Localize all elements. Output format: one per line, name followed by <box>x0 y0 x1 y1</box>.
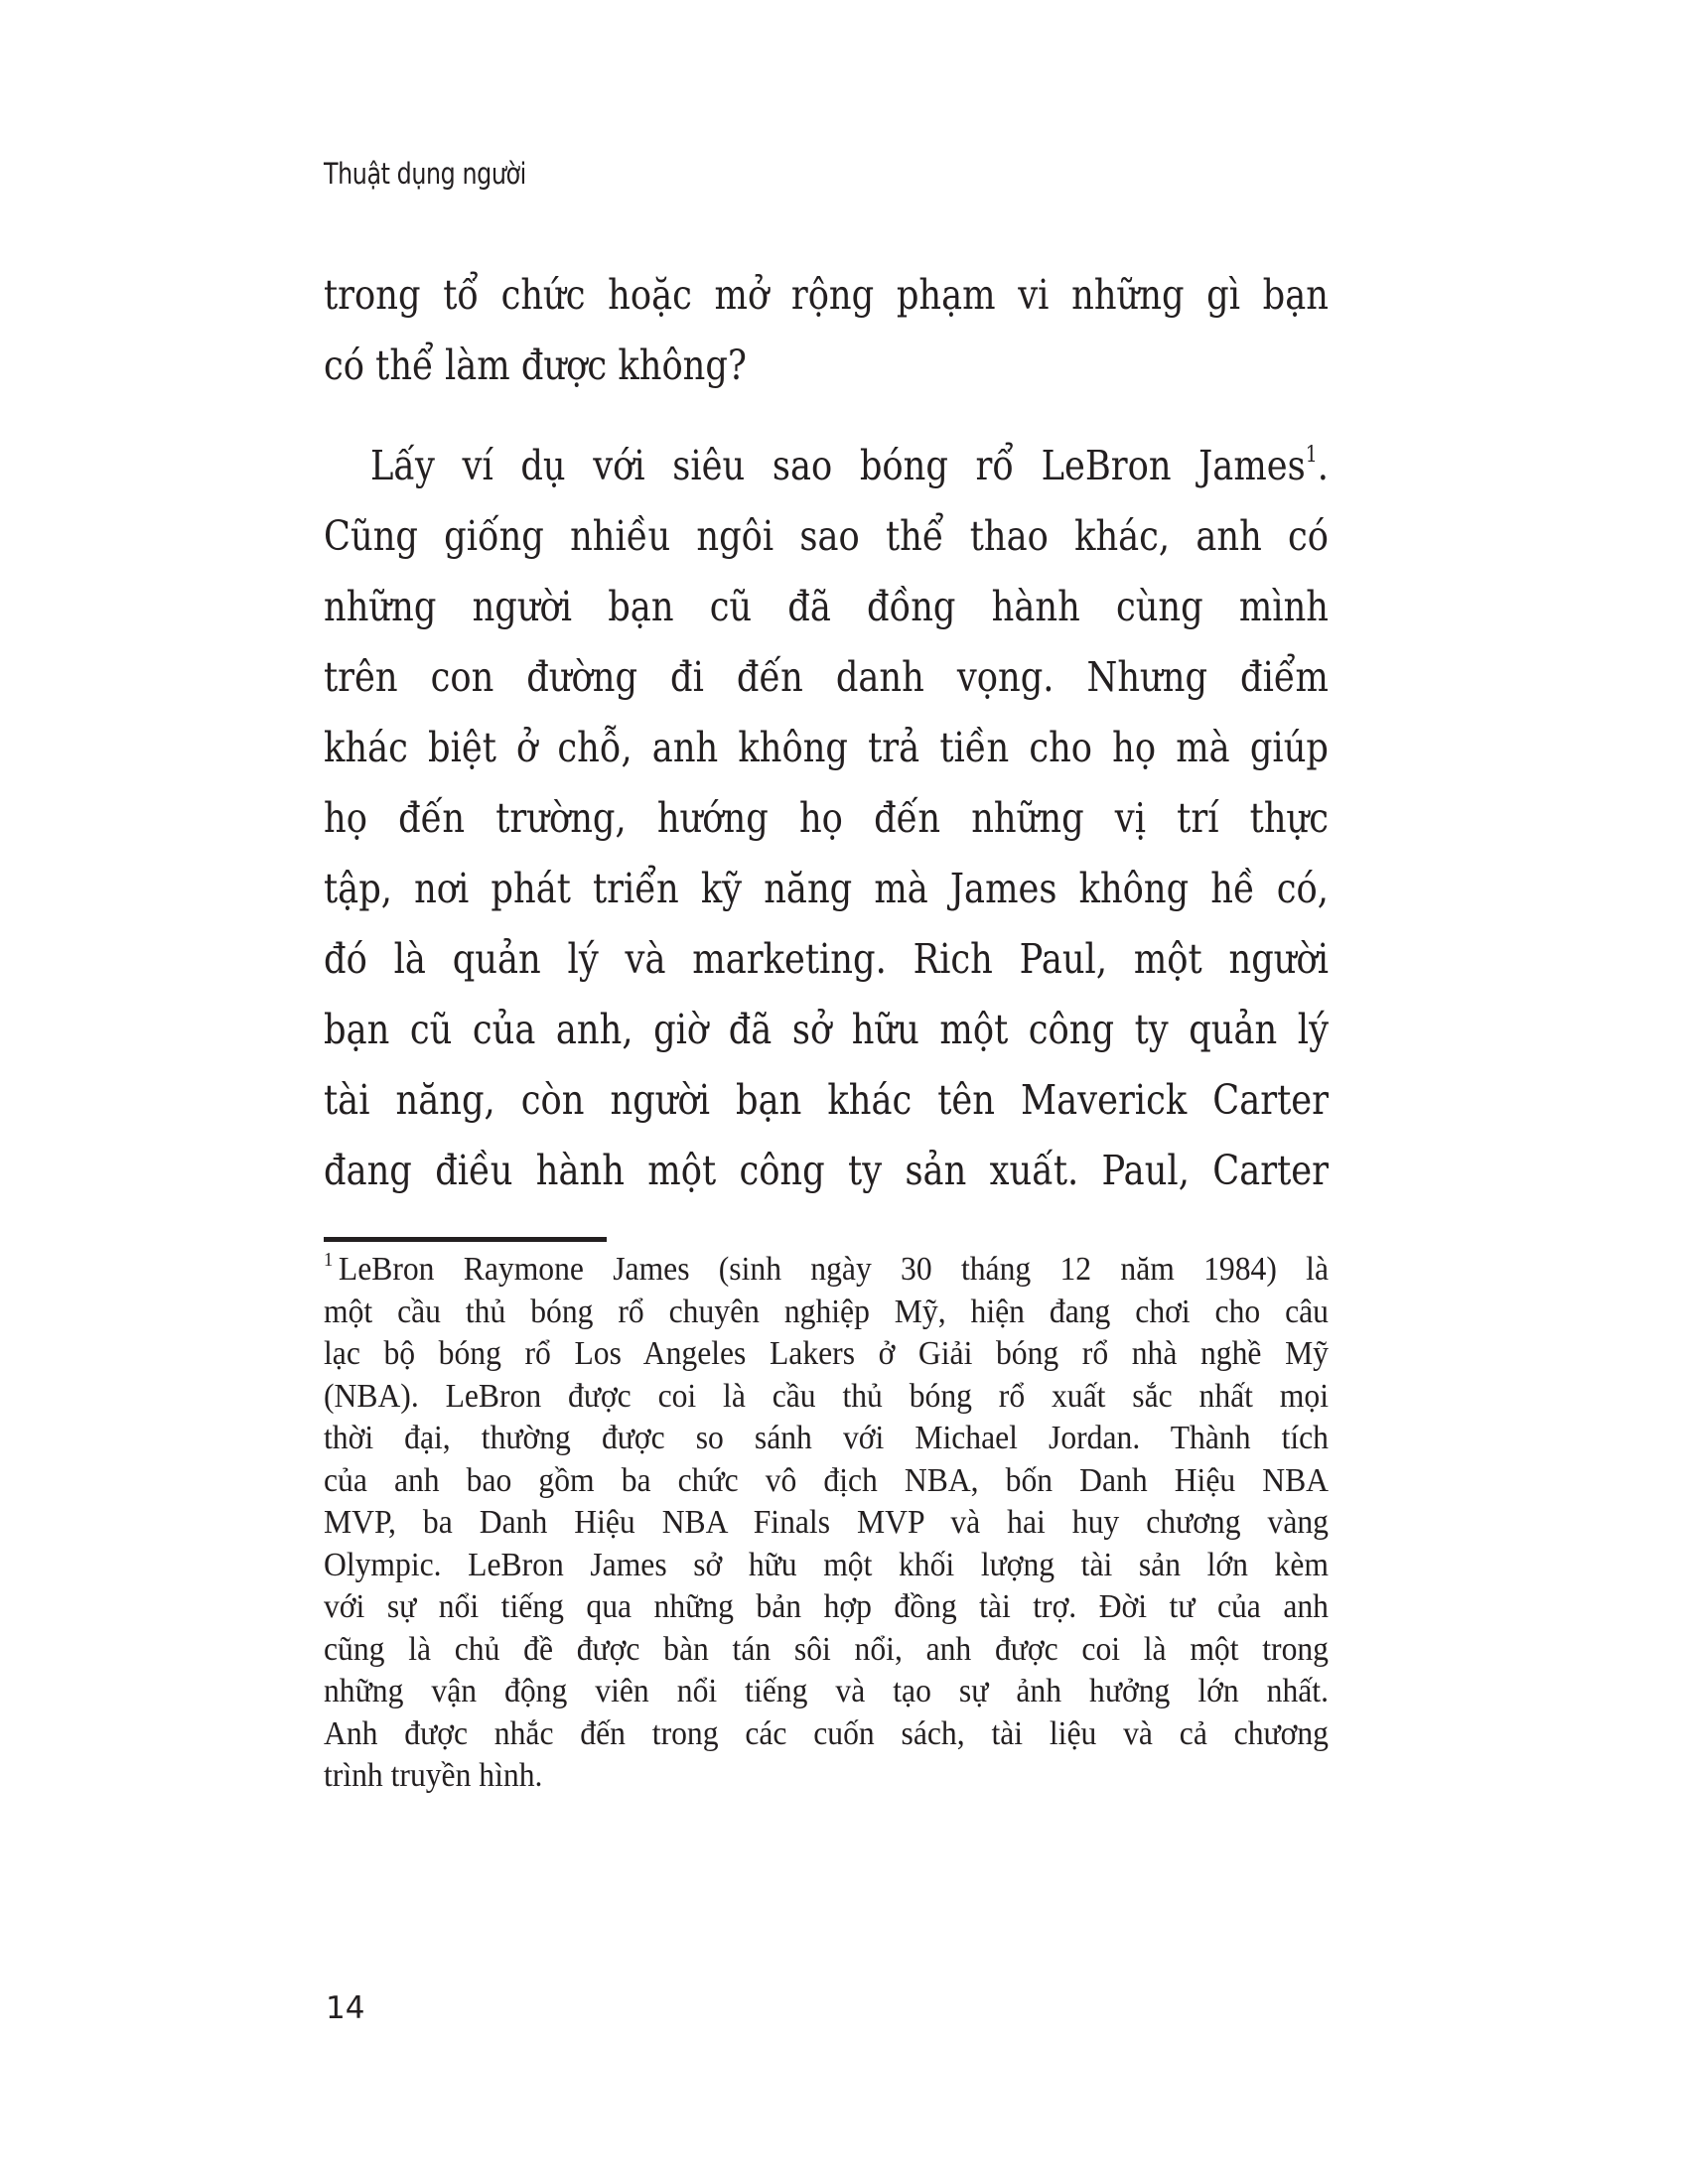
footnote-reference[interactable]: 1 <box>1305 443 1318 468</box>
body-line: khác biệt ở chỗ, anh không trả tiền cho họ mà giúp <box>324 724 1329 771</box>
footnote-line: cũng là chủ đề được bàn tán sôi nổi, anh được coi là một trong <box>324 1630 1329 1668</box>
running-header-title: Thuật dụng người <box>324 157 526 191</box>
body-line: đó là quản lý và marketing. Rich Paul, một người <box>324 935 1329 983</box>
footnote-line: một cầu thủ bóng rổ chuyên nghiệp Mỹ, hiện đang chơi cho câu <box>324 1293 1329 1330</box>
page-number: 14 <box>326 1990 365 2026</box>
footnote-line: MVP, ba Danh Hiệu NBA Finals MVP và hai huy chương vàng <box>324 1504 1329 1541</box>
body-line: Cũng giống nhiều ngôi sao thể thao khác, anh có <box>324 512 1329 560</box>
footnote-line: lạc bộ bóng rổ Los Angeles Lakers ở Giải bóng rổ nhà nghề Mỹ <box>324 1335 1329 1372</box>
body-line: đang điều hành một công ty sản xuất. Paul, Carter <box>324 1147 1329 1194</box>
body-line-text: Lấy ví dụ với siêu sao bóng rổ LeBron James <box>369 442 1306 489</box>
footnote-marker: 1 <box>324 1249 334 1271</box>
footnote-line-text: LeBron Raymone James (sinh ngày 30 tháng 12 năm 1984) là <box>338 1251 1329 1288</box>
footnote-line: Olympic. LeBron James sở hữu một khối lượng tài sản lớn kèm <box>324 1546 1329 1583</box>
body-line: những người bạn cũ đã đồng hành cùng mình <box>324 583 1329 630</box>
body-line-punct: . <box>1317 442 1329 489</box>
footnote-separator-rule <box>324 1237 607 1242</box>
body-line: có thể làm được không? <box>324 341 747 389</box>
footnote-block <box>324 1249 1329 1798</box>
body-line: trên con đường đi đến danh vọng. Nhưng điểm <box>324 653 1329 701</box>
main-body-text <box>324 260 1329 1206</box>
footnote-line: thời đại, thường được so sánh với Michael Jordan. Thành tích <box>324 1420 1329 1456</box>
body-line-with-footnote-ref <box>324 431 1329 501</box>
footnote-line: với sự nổi tiếng qua những bản hợp đồng tài trợ. Đời tư của anh <box>324 1588 1329 1625</box>
footnote-line: (NBA). LeBron được coi là cầu thủ bóng rổ xuất sắc nhất mọi <box>324 1377 1329 1415</box>
footnote-line: Anh được nhắc đến trong các cuốn sách, tài liệu và cả chương <box>324 1714 1329 1752</box>
body-line: họ đến trường, hướng họ đến những vị trí thực <box>324 794 1329 842</box>
paragraph-gap <box>324 401 1329 431</box>
body-line: trong tổ chức hoặc mở rộng phạm vi những gì bạn <box>324 271 1329 319</box>
footnote-line: của anh bao gồm ba chức vô địch NBA, bốn Danh Hiệu NBA <box>324 1461 1329 1499</box>
body-line: tập, nơi phát triển kỹ năng mà James không hề có, <box>324 865 1329 912</box>
footnote-line <box>324 1249 1329 1292</box>
footnote-line: những vận động viên nổi tiếng và tạo sự ảnh hưởng lớn nhất. <box>324 1673 1329 1709</box>
body-line: tài năng, còn người bạn khác tên Maverick Carter <box>324 1076 1329 1124</box>
footnote-line: trình truyền hình. <box>324 1757 543 1794</box>
body-line: bạn cũ của anh, giờ đã sở hữu một công ty quản lý <box>324 1006 1329 1053</box>
